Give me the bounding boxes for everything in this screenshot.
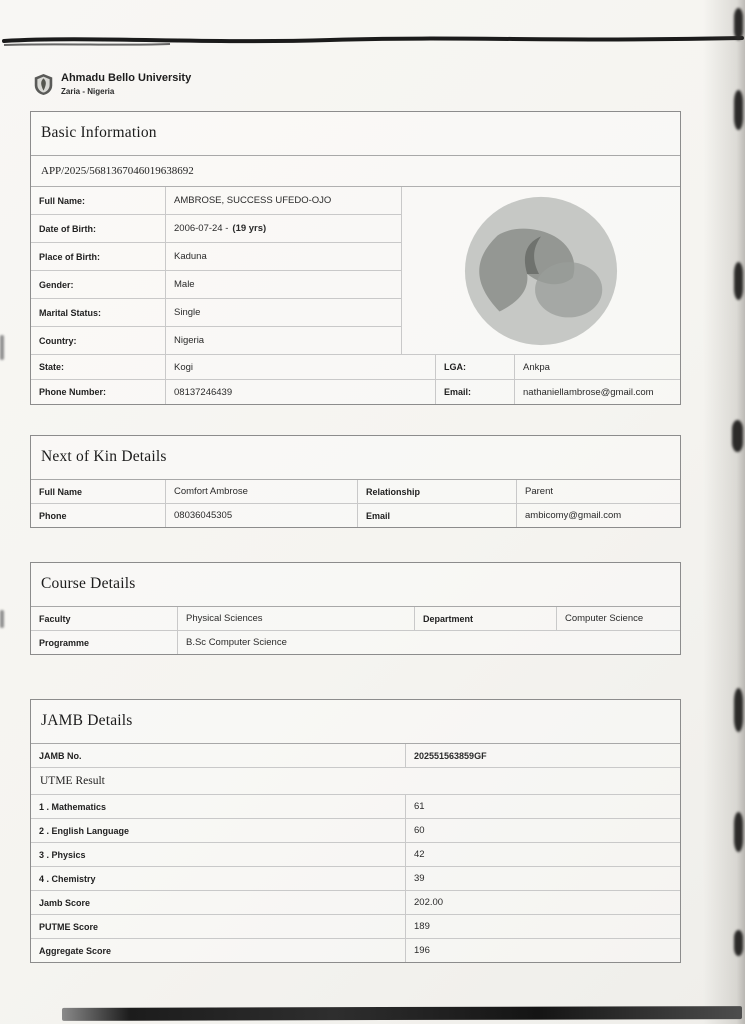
- jamb-no-label: JAMB No.: [31, 744, 406, 767]
- field-value: AMBROSE, SUCCESS UFEDO-OJO: [174, 195, 332, 206]
- field-value: Computer Science: [565, 613, 644, 624]
- email-value: nathaniellambrose@gmail.com: [523, 386, 654, 398]
- university-location: Zaria - Nigeria: [61, 87, 115, 96]
- basic-information-table: [31, 187, 680, 354]
- subject-label: 3 . Physics: [31, 843, 406, 866]
- field-label: LGA:: [436, 355, 515, 379]
- field-value: Comfort Ambrose: [166, 480, 358, 503]
- section-title-jamb-details: JAMB Details: [31, 700, 680, 744]
- section-title-next-of-kin: Next of Kin Details: [31, 436, 680, 480]
- field-value: 08137246439: [166, 380, 436, 404]
- section-title-course-details: Course Details: [31, 563, 680, 607]
- score-label: PUTME Score: [31, 915, 406, 938]
- field-value: Single: [174, 307, 201, 318]
- subject-label: 4 . Chemistry: [31, 867, 406, 890]
- dob-age: (19 yrs): [232, 223, 267, 234]
- document-content: [30, 72, 681, 963]
- next-of-kin-section: [30, 435, 681, 528]
- dob-value: 2006-07-24 -: [174, 223, 229, 234]
- field-value: Male: [174, 279, 195, 290]
- subject-label: 1 . Mathematics: [31, 795, 406, 818]
- field-value: Kaduna: [174, 251, 207, 262]
- score-value: 189: [414, 921, 430, 932]
- field-value: Kogi: [166, 355, 436, 379]
- scan-artifact-smudge: [732, 420, 743, 452]
- field-label: Email: [358, 504, 517, 527]
- table-row: [31, 354, 680, 379]
- table-row: [31, 379, 680, 404]
- table-row: [31, 503, 680, 527]
- scan-artifact-smudge: [734, 688, 743, 732]
- field-label: Faculty: [31, 607, 178, 630]
- table-row: [31, 214, 401, 242]
- table-row: [31, 866, 680, 890]
- subject-score: 39: [414, 873, 425, 884]
- abu-logo-icon: [33, 73, 54, 96]
- subject-score: 60: [414, 825, 425, 836]
- table-row: [31, 630, 680, 654]
- table-row: [31, 914, 680, 938]
- field-label: Place of Birth:: [31, 243, 166, 270]
- scan-artifact-smudge: [734, 812, 743, 852]
- paper-edge-shadow: [703, 0, 745, 1024]
- field-label: Country:: [31, 327, 166, 354]
- email-value: ambicomy@gmail.com: [525, 510, 622, 521]
- field-label: Email:: [436, 380, 515, 404]
- university-name: Ahmadu Bello University: [61, 72, 192, 84]
- field-label: Phone Number:: [31, 380, 166, 404]
- field-label: Date of Birth:: [31, 215, 166, 242]
- field-label: Relationship: [358, 480, 517, 503]
- document-header: [33, 72, 681, 97]
- table-row: [31, 607, 680, 630]
- field-label: Full Name:: [31, 187, 166, 214]
- field-value: Parent: [525, 486, 553, 497]
- field-label: Gender:: [31, 271, 166, 298]
- field-value: 08036045305: [166, 504, 358, 527]
- scan-artifact-mark: [0, 335, 4, 360]
- scan-artifact-top-line: [0, 32, 745, 48]
- field-value: Ankpa: [523, 361, 550, 373]
- table-row: [31, 938, 680, 962]
- course-details-section: [30, 562, 681, 655]
- field-value: B.Sc Computer Science: [186, 637, 287, 648]
- field-label: Programme: [31, 631, 178, 654]
- score-label: Jamb Score: [31, 891, 406, 914]
- basic-information-fields: [31, 187, 401, 354]
- table-row: [31, 842, 680, 866]
- subject-score: 42: [414, 849, 425, 860]
- table-row: [31, 187, 401, 214]
- field-value: Nigeria: [174, 335, 205, 346]
- subject-score: 61: [414, 801, 425, 812]
- table-row: [31, 818, 680, 842]
- scan-artifact-bottom-bar: [62, 1006, 742, 1021]
- jamb-no-value: 202551563859GF: [414, 750, 487, 761]
- application-number: APP/2025/5681367046019638692: [31, 156, 680, 187]
- basic-information-section: [30, 111, 681, 405]
- table-row: [31, 270, 401, 298]
- scan-artifact-smudge: [734, 262, 743, 300]
- jamb-details-section: [30, 699, 681, 963]
- scan-artifact-smudge: [734, 8, 743, 40]
- header-text: [61, 72, 191, 97]
- applicant-photo: [401, 187, 680, 354]
- table-row: [31, 480, 680, 503]
- score-value: 202.00: [414, 897, 444, 908]
- table-row: [31, 326, 401, 354]
- table-row: [31, 794, 680, 818]
- score-value: 196: [414, 945, 430, 956]
- scan-artifact-smudge: [734, 90, 743, 130]
- scan-artifact-smudge: [734, 930, 743, 956]
- scan-artifact-mark: [0, 610, 4, 628]
- table-row: [31, 298, 401, 326]
- field-label: Marital Status:: [31, 299, 166, 326]
- field-label: State:: [31, 355, 166, 379]
- field-label: Full Name: [31, 480, 166, 503]
- table-row: [31, 744, 680, 767]
- field-value: [166, 215, 401, 242]
- table-row: [31, 890, 680, 914]
- field-value: Physical Sciences: [178, 607, 415, 630]
- field-label: Phone: [31, 504, 166, 527]
- table-row: [31, 242, 401, 270]
- utme-result-heading: UTME Result: [31, 767, 680, 794]
- subject-label: 2 . English Language: [31, 819, 406, 842]
- score-label: Aggregate Score: [31, 939, 406, 962]
- section-title-basic-information: Basic Information: [31, 112, 680, 156]
- field-label: Department: [415, 607, 557, 630]
